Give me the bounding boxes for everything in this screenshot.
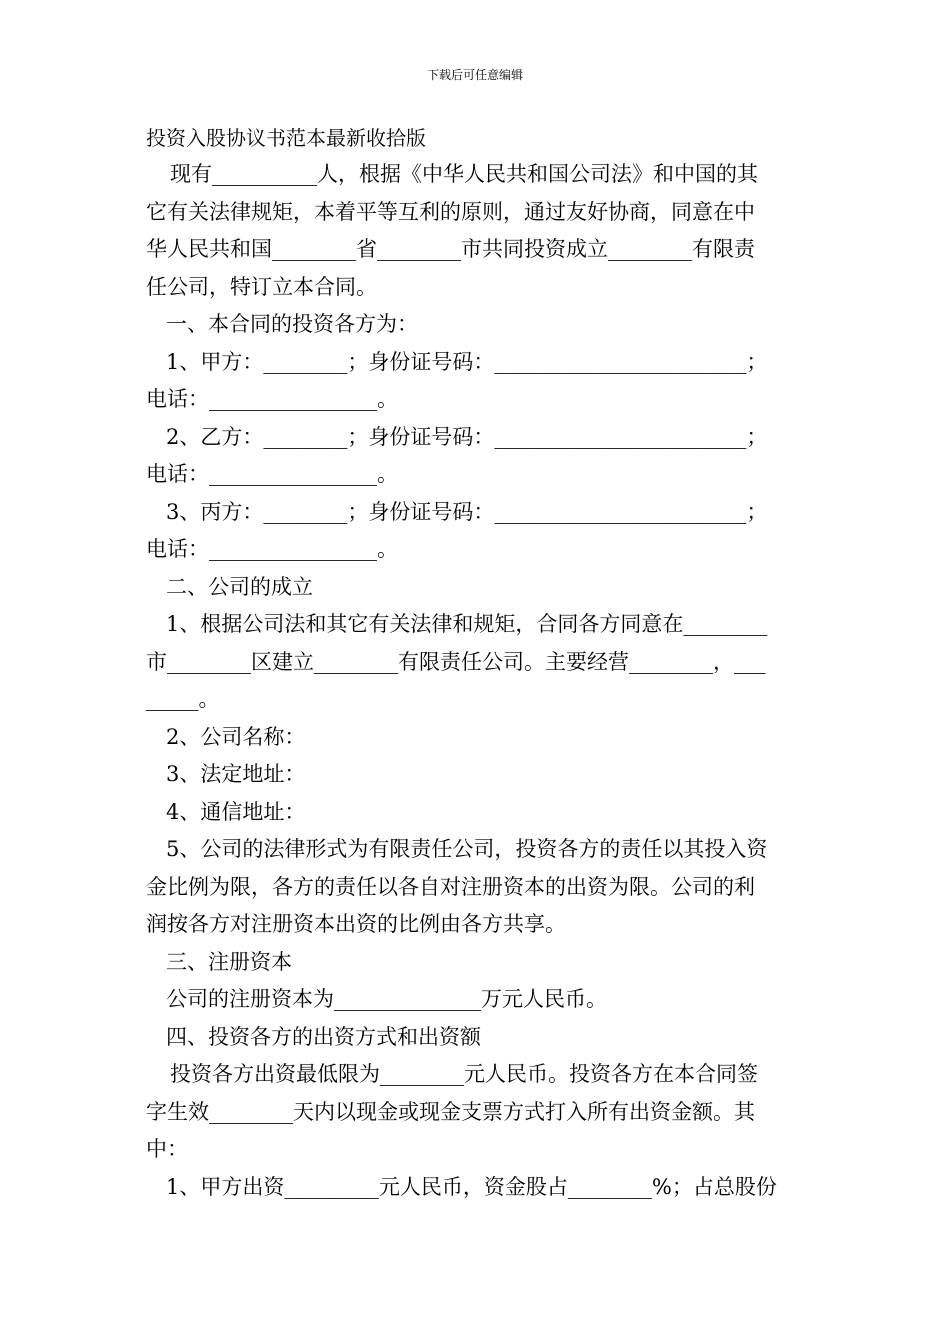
document-line: 润按各方对注册资本出资的比例由各方共享。	[146, 912, 566, 936]
document-line: 2、公司名称：	[166, 724, 306, 749]
document-line: 字生效________天内以现金或现金支票方式打入所有出资金额。其	[146, 1099, 755, 1124]
document-line: 四、投资各方的出资方式和出资额	[166, 1024, 481, 1049]
document-line: 电话：________________。	[146, 462, 398, 486]
document-line: 市________区建立________有限责任公司。主要经营________，___	[146, 649, 766, 674]
document-line: 它有关法律规矩，本着平等互利的原则，通过友好协商，同意在中	[146, 199, 755, 224]
document-line: 3、丙方：________；身份证号码：________________________；	[166, 499, 768, 524]
document-line: 投资各方出资最低限为________元人民币。投资各方在本合同签	[170, 1062, 758, 1086]
document-line: 4、通信地址：	[166, 799, 306, 824]
document-title: 投资入股协议书范本最新收拾版	[146, 126, 426, 150]
document-line: 一、本合同的投资各方为：	[166, 312, 418, 336]
document-line: 电话：________________。	[146, 537, 398, 561]
document-line: 电话：________________。	[146, 387, 398, 411]
document-line: 金比例为限，各方的责任以各自对注册资本的出资为限。公司的利	[146, 874, 755, 899]
document-line: 1、甲方出资_________元人民币，资金股占________%；占总股份	[166, 1174, 777, 1199]
document-body	[146, 124, 808, 1206]
document-line: 3、法定地址：	[166, 762, 306, 786]
document-line: 1、根据公司法和其它有关法律和规矩，合同各方同意在________	[166, 612, 768, 636]
document-line: 华人民共和国________省________市共同投资成立________有限责	[146, 237, 755, 261]
document-line: 2、乙方：________；身份证号码：________________________；	[166, 424, 768, 449]
document-line: 现有__________人，根据《中华人民共和国公司法》和中国的其	[170, 162, 758, 186]
page-header: 下载后可任意编辑	[426, 68, 523, 82]
document-line: 5、公司的法律形式为有限责任公司，投资各方的责任以其投入资	[166, 837, 768, 861]
document-line: 1、甲方：________；身份证号码：________________________；	[166, 349, 768, 374]
document-line: 三、注册资本	[166, 949, 292, 974]
document-line: 二、公司的成立	[166, 574, 313, 599]
document-line: 中：	[146, 1137, 188, 1161]
document-paragraphs	[146, 156, 808, 1206]
document-line: 任公司，特订立本合同。	[146, 274, 377, 299]
document-line: 公司的注册资本为______________万元人民币。	[166, 987, 607, 1011]
document-line: _____。	[146, 687, 220, 711]
